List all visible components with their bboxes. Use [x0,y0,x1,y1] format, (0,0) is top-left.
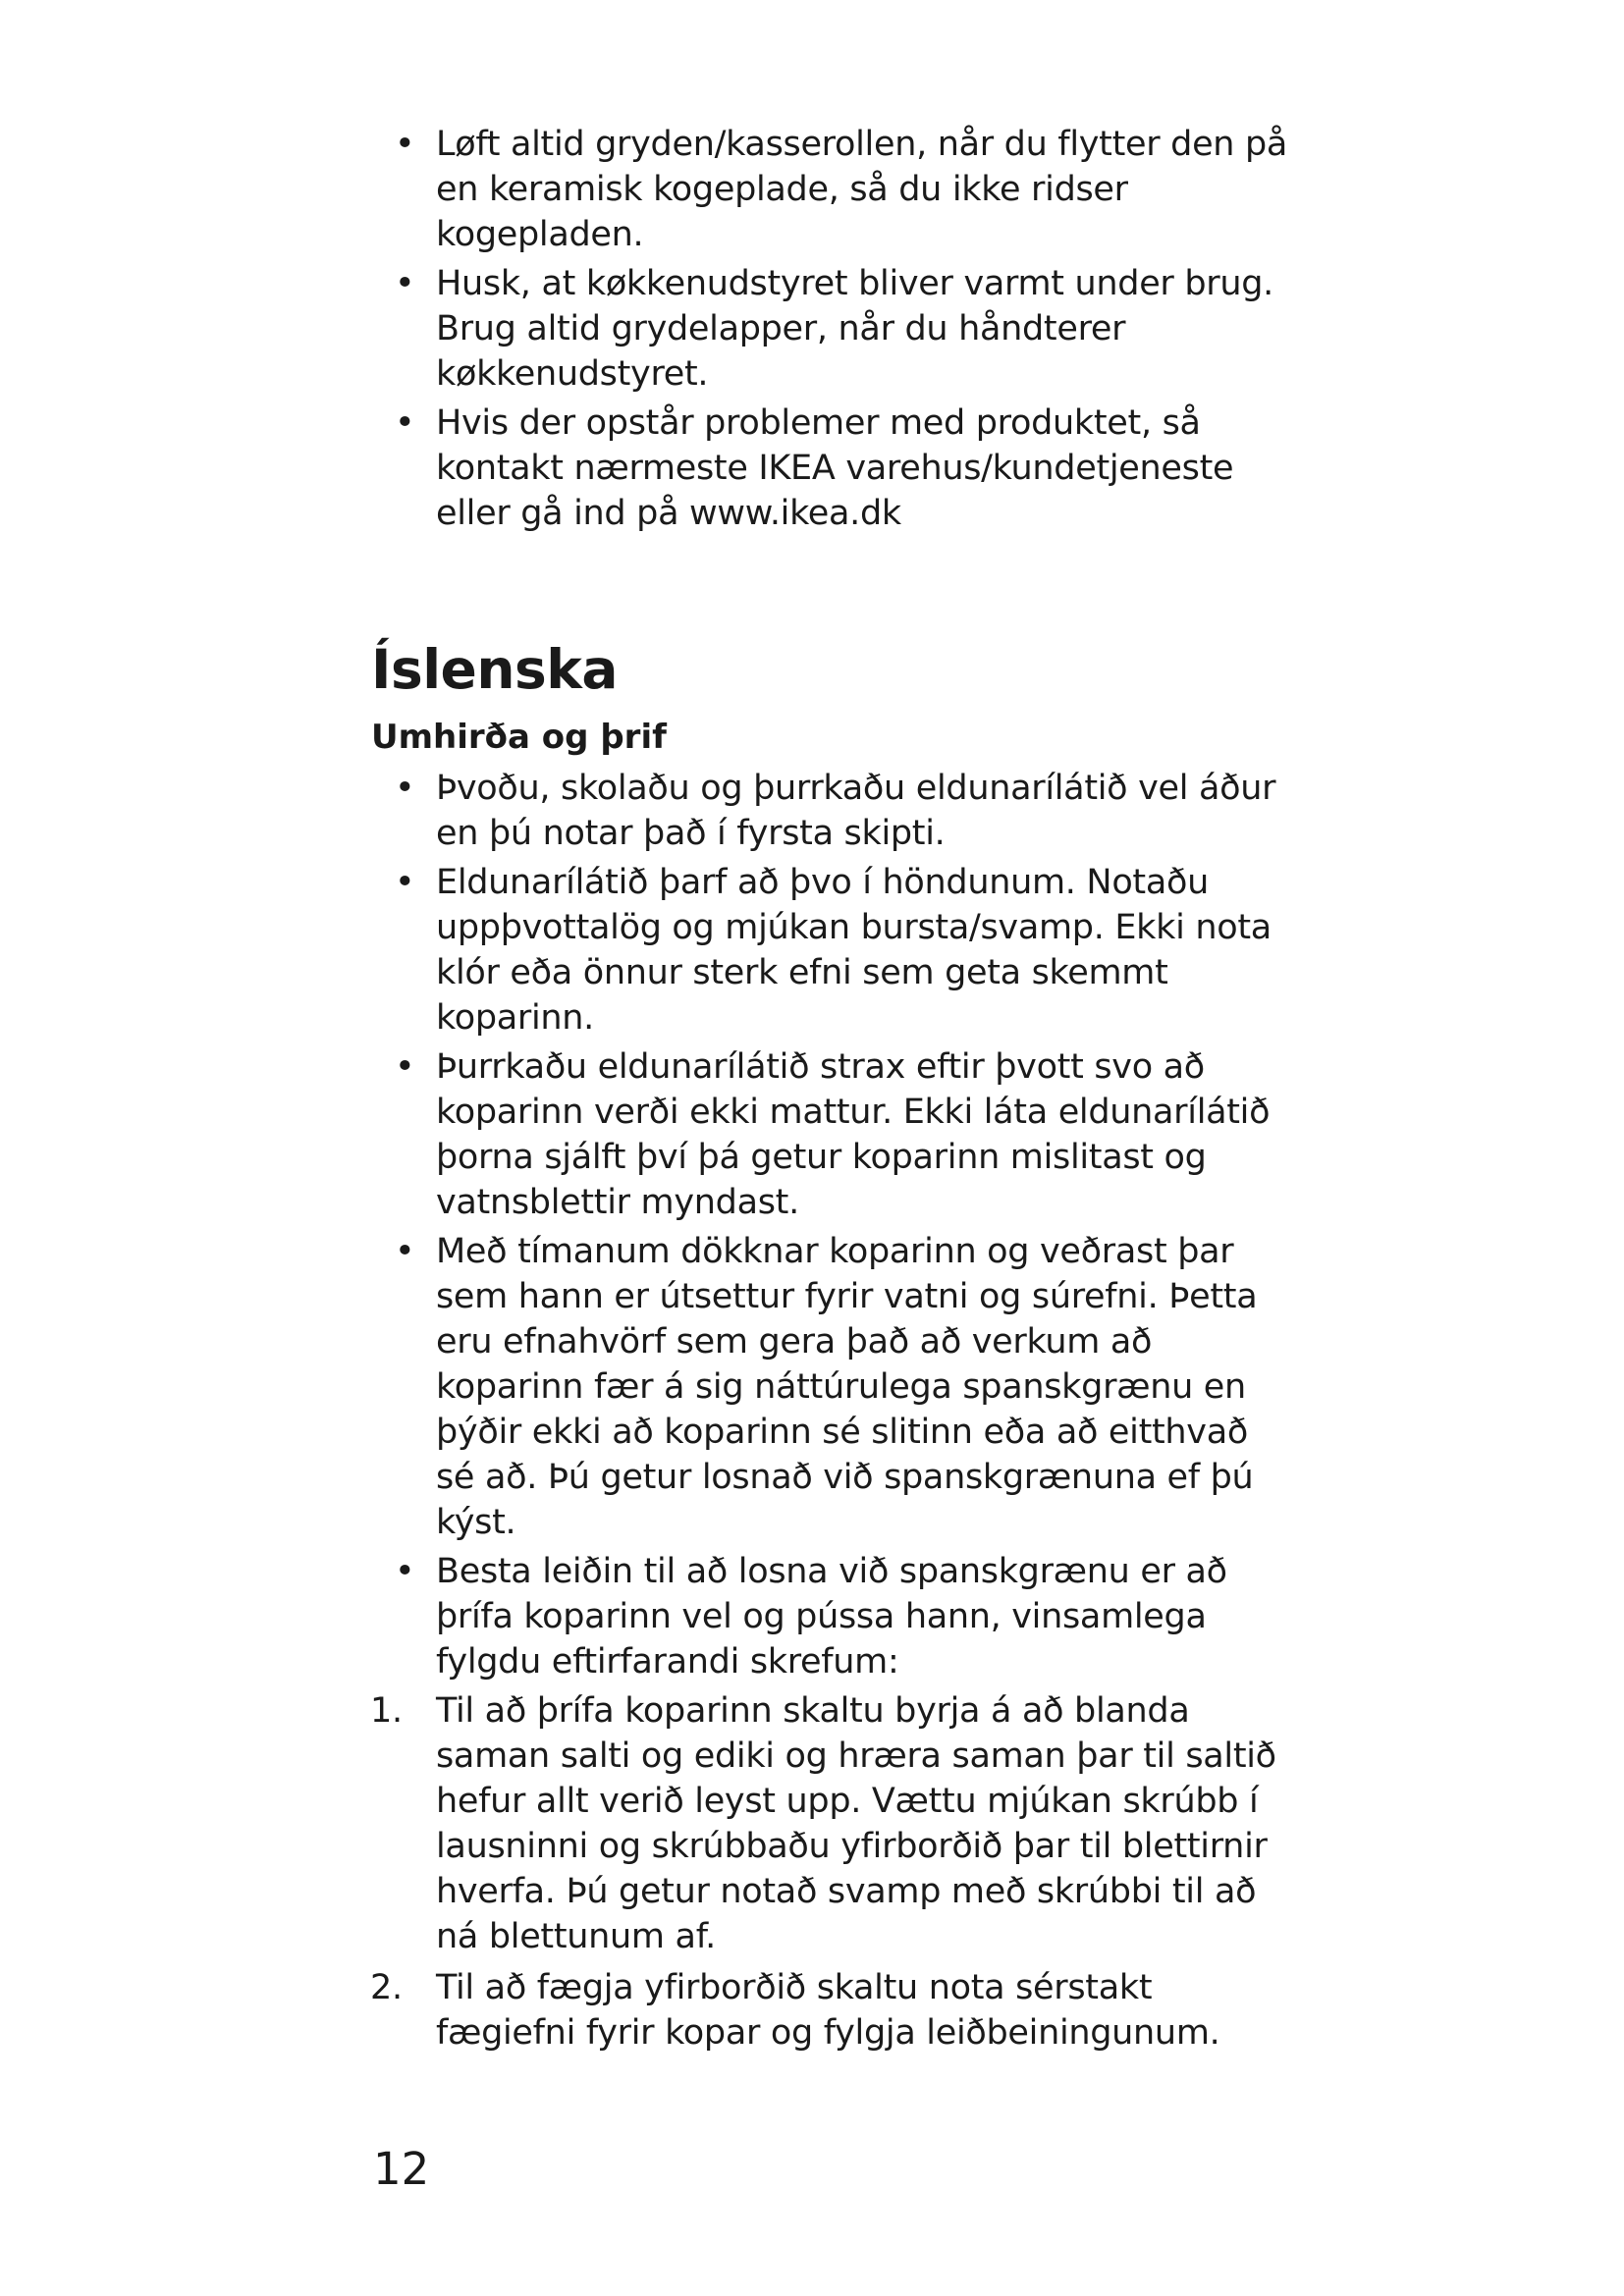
step-number: 2. [370,1968,403,2007]
list-item [373,1549,1296,1684]
icelandic-bullet-list [373,766,1296,1684]
section-subheading: Umhirða og þrif [371,718,667,757]
list-item [373,766,1296,856]
section-spacer [373,540,1296,634]
step-item [370,1965,1296,2056]
list-item-text: Løft altid gryden/kasserollen, når du flytter den på en keramisk kogeplade, så du ikke ridser kogepladen. [436,125,1288,254]
bullet-mark: • [395,125,415,164]
list-item-text: Með tímanum dökknar koparinn og veðrast þar sem hann er útsettur fyrir vatni og súrefni. Þetta eru efnahvörf sem gera það að verkum að koparinn fær á sig náttúrulega spanskgrænu en þýðir ekki að koparinn sé slitinn eða að eitthvað sé að. Þú getur losnað við spanskgrænuna ef þú kýst. [436,1232,1258,1542]
list-item [373,860,1296,1041]
list-item [373,400,1296,536]
bullet-mark: • [395,264,415,303]
language-heading: Íslenska [371,638,618,701]
step-number: 1. [370,1691,403,1731]
numbered-step-list [370,1688,1296,2056]
list-item [373,122,1296,257]
bullet-mark: • [395,769,415,808]
list-item-text: Besta leiðin til að losna við spanskgrænu er að þrífa koparinn vel og pússa hann, vinsamlega fylgdu eftirfarandi skrefum: [436,1552,1227,1682]
bullet-mark: • [395,1552,415,1591]
list-item [373,1229,1296,1545]
list-item-text: Þurrkaðu eldunarílátið strax eftir þvott svo að koparinn verði ekki mattur. Ekki láta eldunarílátið þorna sjálft því þá getur koparinn mislitast og vatnsblettir myndast. [436,1047,1271,1222]
step-item [370,1688,1296,1959]
bullet-mark: • [395,1232,415,1271]
page-number: 12 [373,2143,430,2195]
list-item-text: Hvis der opstår problemer med produktet, så kontakt nærmeste IKEA varehus/kundetjeneste eller gå ind på www.ikea.dk [436,403,1234,533]
bullet-mark: • [395,1047,415,1087]
list-item-text: Þvoðu, skolaðu og þurrkaðu eldunarílátið vel áður en þú notar það í fyrsta skipti. [436,769,1276,853]
list-item [373,1044,1296,1225]
step-text: Til að þrífa koparinn skaltu byrja á að blanda saman salti og ediki og hræra saman þar til saltið hefur allt verið leyst upp. Vættu mjúkan skrúbb í lausninni og skrúbbaðu yfirborðið þar til blettirnir hverfa. Þú getur notað svamp með skrúbbi til að ná blettunum af. [436,1691,1276,1956]
step-text: Til að fægja yfirborðið skaltu nota sérstakt fægiefni fyrir kopar og fylgja leiðbeiningunum. [436,1968,1220,2053]
bullet-mark: • [395,863,415,902]
page-content [370,122,1296,2061]
list-item-text: Eldunarílátið þarf að þvo í höndunum. Notaðu uppþvottalög og mjúkan bursta/svamp. Ekki nota klór eða önnur sterk efni sem geta skemmt koparinn. [436,863,1272,1038]
list-item-text: Husk, at køkkenudstyret bliver varmt under brug. Brug altid grydelapper, når du håndterer køkkenudstyret. [436,264,1273,394]
danish-bullet-list [373,122,1296,536]
bullet-mark: • [395,403,415,443]
list-item [373,261,1296,397]
